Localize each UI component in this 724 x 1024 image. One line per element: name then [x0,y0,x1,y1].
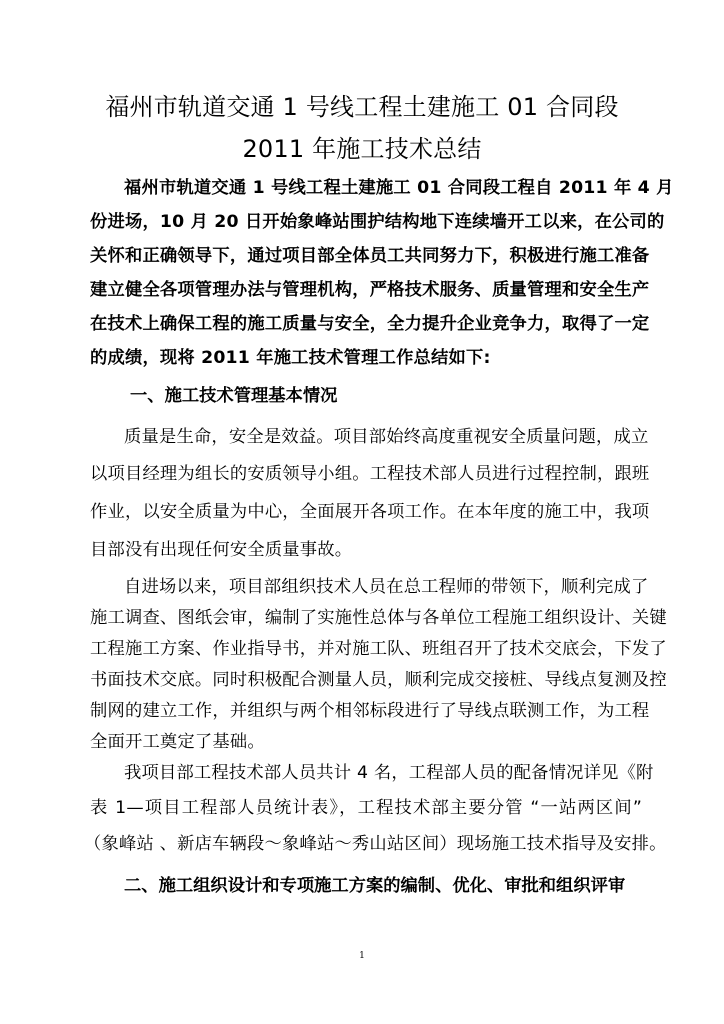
paragraph-line: （象峰站 、新店车辆段～象峰站～秀山站区间）现场施工技术指导及安排。 [84,834,667,854]
document-title-line-2: 2011 年施工技术总结 [242,135,482,163]
paragraph-line: 质量是生命，安全是效益。项目部始终高度重视安全质量问题，成立 [124,427,649,447]
paragraph-line: 作业，以安全质量为中心，全面展开各项工作。在本年度的施工中，我项 [90,502,650,522]
intro-line: 的成绩，现将 2011 年施工技术管理工作总结如下: [90,348,491,368]
paragraph-line: 施工调查、图纸会审，编制了实施性总体与各单位工程施工组织设计、关键 [90,608,667,628]
paragraph-line: 目部没有出现任何安全质量事故。 [90,540,353,560]
paragraph-line: 全面开工奠定了基础。 [90,732,265,752]
paragraph-line: 我项目部工程技术部人员共计 4 名，工程部人员的配备情况详见《附 [124,763,654,783]
intro-line: 关怀和正确领导下，通过项目部全体员工共同努力下，积极进行施工准备 [90,246,650,266]
paragraph-line: 书面技术交底。同时积极配合测量人员，顺利完成交接桩、导线点复测及控 [90,670,667,690]
paragraph-line: 表 1—项目工程部人员统计表》，工程技术部主要分管 “一站两区间” [90,798,642,818]
intro-line: 份进场，10 月 20 日开始象峰站围护结构地下连续墙开工以来，在公司的 [90,212,665,232]
page-number: 1 [359,951,365,961]
section-heading-1: 一、施工技术管理基本情况 [130,386,338,406]
document-title-line-1: 福州市轨道交通 1 号线工程土建施工 01 合同段 [105,93,619,121]
paragraph-line: 制网的建立工作，并组织与两个相邻标段进行了导线点联测工作，为工程 [90,701,650,721]
section-heading-2: 二、施工组织设计和专项施工方案的编制、优化、审批和组织评审 [124,876,626,896]
intro-line: 建立健全各项管理办法与管理机构，严格技术服务、质量管理和安全生产 [90,280,650,300]
paragraph-line: 自进场以来，项目部组织技术人员在总工程师的带领下，顺利完成了 [124,577,649,597]
paragraph-line: 工程施工方案、作业指导书，并对施工队、班组召开了技术交底会，下发了 [90,639,667,659]
intro-line: 福州市轨道交通 1 号线工程土建施工 01 合同段工程自 2011 年 4 月 [124,178,674,198]
intro-line: 在技术上确保工程的施工质量与安全，全力提升企业竞争力，取得了一定 [90,314,650,334]
paragraph-line: 以项目经理为组长的安质领导小组。工程技术部人员进行过程控制，跟班 [90,464,650,484]
